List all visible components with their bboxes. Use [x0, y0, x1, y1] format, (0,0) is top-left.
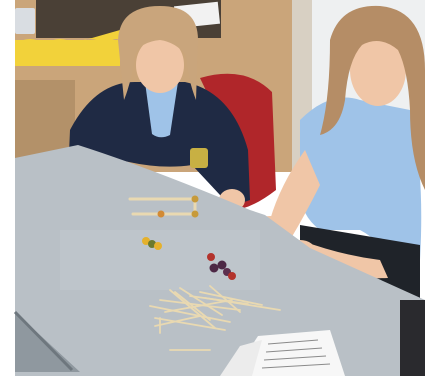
school-badge — [190, 148, 208, 168]
sweet — [154, 242, 162, 250]
sweet-joint — [192, 196, 199, 203]
sweet-joint — [158, 211, 165, 218]
sweet — [228, 272, 236, 280]
sweet — [207, 253, 215, 261]
sweet — [218, 261, 227, 270]
table-sheen — [60, 230, 260, 290]
sweet-joint — [192, 211, 199, 218]
wall-device — [15, 8, 35, 34]
floor-shadow — [400, 300, 425, 376]
yellow-strip — [15, 40, 120, 66]
sweet — [210, 264, 219, 273]
